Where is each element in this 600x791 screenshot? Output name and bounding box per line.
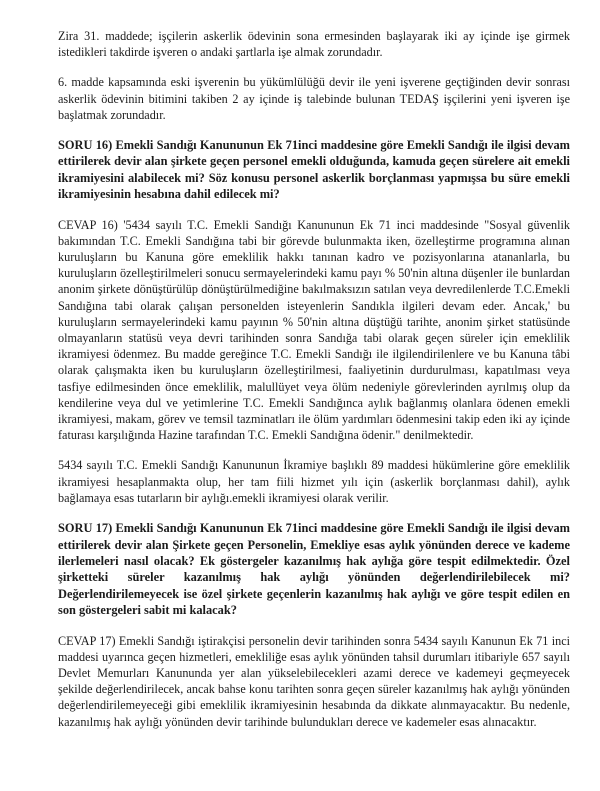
paragraph-article-89: 5434 sayılı T.C. Emekli Sandığı Kanununun İkramiye başlıklı 89 maddesi hükümlerine göre emeklilik ikramiyesi hesaplanmakta olup, her tam fiili hizmet yılı için (askerlik borçlanması dahil), aylık bağlamaya esas tutarların bir aylığı.emekli ikramiyesi olarak verilir. [58,458,570,505]
paragraph-military-service: Zira 31. maddede; işçilerin askerlik ödevinin sona ermesinden başlayarak iki ay içinde işe girmek istedikleri takdirde işveren o andaki şartlarla işe almak zorundadır. [58,29,570,60]
answer-17: CEVAP 17) Emekli Sandığı iştirakçisi personelin devir tarihinden sonra 5434 sayılı Kanunun Ek 71 inci maddesi uyarınca geçen hizmetleri, emekliliğe esas aylık yönünden tahsil durumları itibariyle 657 sayılı Devlet Memurları Kanununda yer alan yükselebilecekleri azami derece ve kademeyi geçmeyecek şekilde değerlendirilecek, ancak bahse konu tarihten sonra geçen süreler kazanılmış hak aylığı yönünden değerlendirilemeyeceği gibi emeklilik ikramiyesinin hesabında da dikkate alınmayacaktır. Bu nedenle, kazanılmış hak aylığı yönünden devir tarihinde bulundukları derece ve kademeler esas alınacaktır. [58,633,570,729]
answer-16: CEVAP 16) '5434 sayılı T.C. Emekli Sandığı Kanununun Ek 71 inci maddesinde "Sosyal güvenlik bakımından T.C. Emekli Sandığına tabi bir görevde bulunmakta iken, özelleştirme programına alınan kuruluşların bu Kanuna göre emeklilik hakkı tanınan kadro ve pozisyonlarına atananlarla, bu kuruluşların özelleştirilmeleri sonucu sermayelerindeki kamu payı % 50'nin altına düşenler ile bunlardan anonim şirkete dönüştürülüp dönüştürülmediğine bakılmaksızın satılan veya devredilenlerde T.C.Emekli Sandığına tabi olarak çalışan personelden isteyenlerin Sandıkla ilgileri devam eder. Ancak,' bu kuruluşların sermayelerindeki kamu payının % 50'nin altına düştüğü tarihte, anonim şirket statüsünde olmayanların statüsü veya devri tarihinden sonra Sandığa tabi olarak geçen süreler için emeklilik ikramiyesi ödenmez. Bu madde gereğince T.C. Emekli Sandığı ile ilgilendirilenlere ve bu Kanuna tâbi olarak çalışmakta iken bu kuruluşların özelleştirilmesi, faaliyetinin durdurulması, kapatılması veya tasfiye edilmesinden önce emeklilik, malullüyet veya ölüm nedeniyle görevlerinden ayrılmış olup da kendilerine veya dul ve yetimlerine T.C. Emekli Sandığınca aylık bağlanmış olanlara ödenen emekli ikramiyesi, makam, görev ve temsil tazminatları ile ölüm yardımları ödenmesini takip eden iki ay içinde faturası karşılığında Hazine tarafından T.C. Emekli Sandığına ödenir." denilmektedir. [58,217,570,443]
paragraph-tedas-workers: 6. madde kapsamında eski işverenin bu yükümlülüğü devir ile yeni işverene geçtiğinden devir sonrası askerlik ödevinin bitimini takiben 2 ay içinde iş talebinde bulunan TEDAŞ işçilerini yeni işveren işe başlatmak zorundadır. [58,75,570,122]
question-17: SORU 17) Emekli Sandığı Kanununun Ek 71inci maddesine göre Emekli Sandığı ile ilgisi devam ettirilerek devir alan Şirkete geçen Personelin, Emekliye esas aylık yönünden derece ve kademe ilerlemeleri nasıl olacak? Ek göstergeler kazanılmış hak aylığa göre tespit edilmektedir. Özel şirketteki süreler kazanılmış hak aylığı yönünden değerlendirilebilecek mi? Değerlendirilemeyecek ise özel şirkete geçenlerin kazanılmış hak aylığı ve göre tespit edilen en son göstergeleri sabit mi kalacak? [58,521,570,618]
question-16: SORU 16) Emekli Sandığı Kanununun Ek 71inci maddesine göre Emekli Sandığı ile ilgisi devam ettirilerek devir alan şirkete geçen personel emekli olduğunda, kamuda geçen sürelere ait emekli ikramiyesini alabilecek mi? Söz konusu personel askerlik borçlanması yapmışsa bu süre emekli ikramiyesinin hesabına dahil edilecek mi? [58,138,570,202]
